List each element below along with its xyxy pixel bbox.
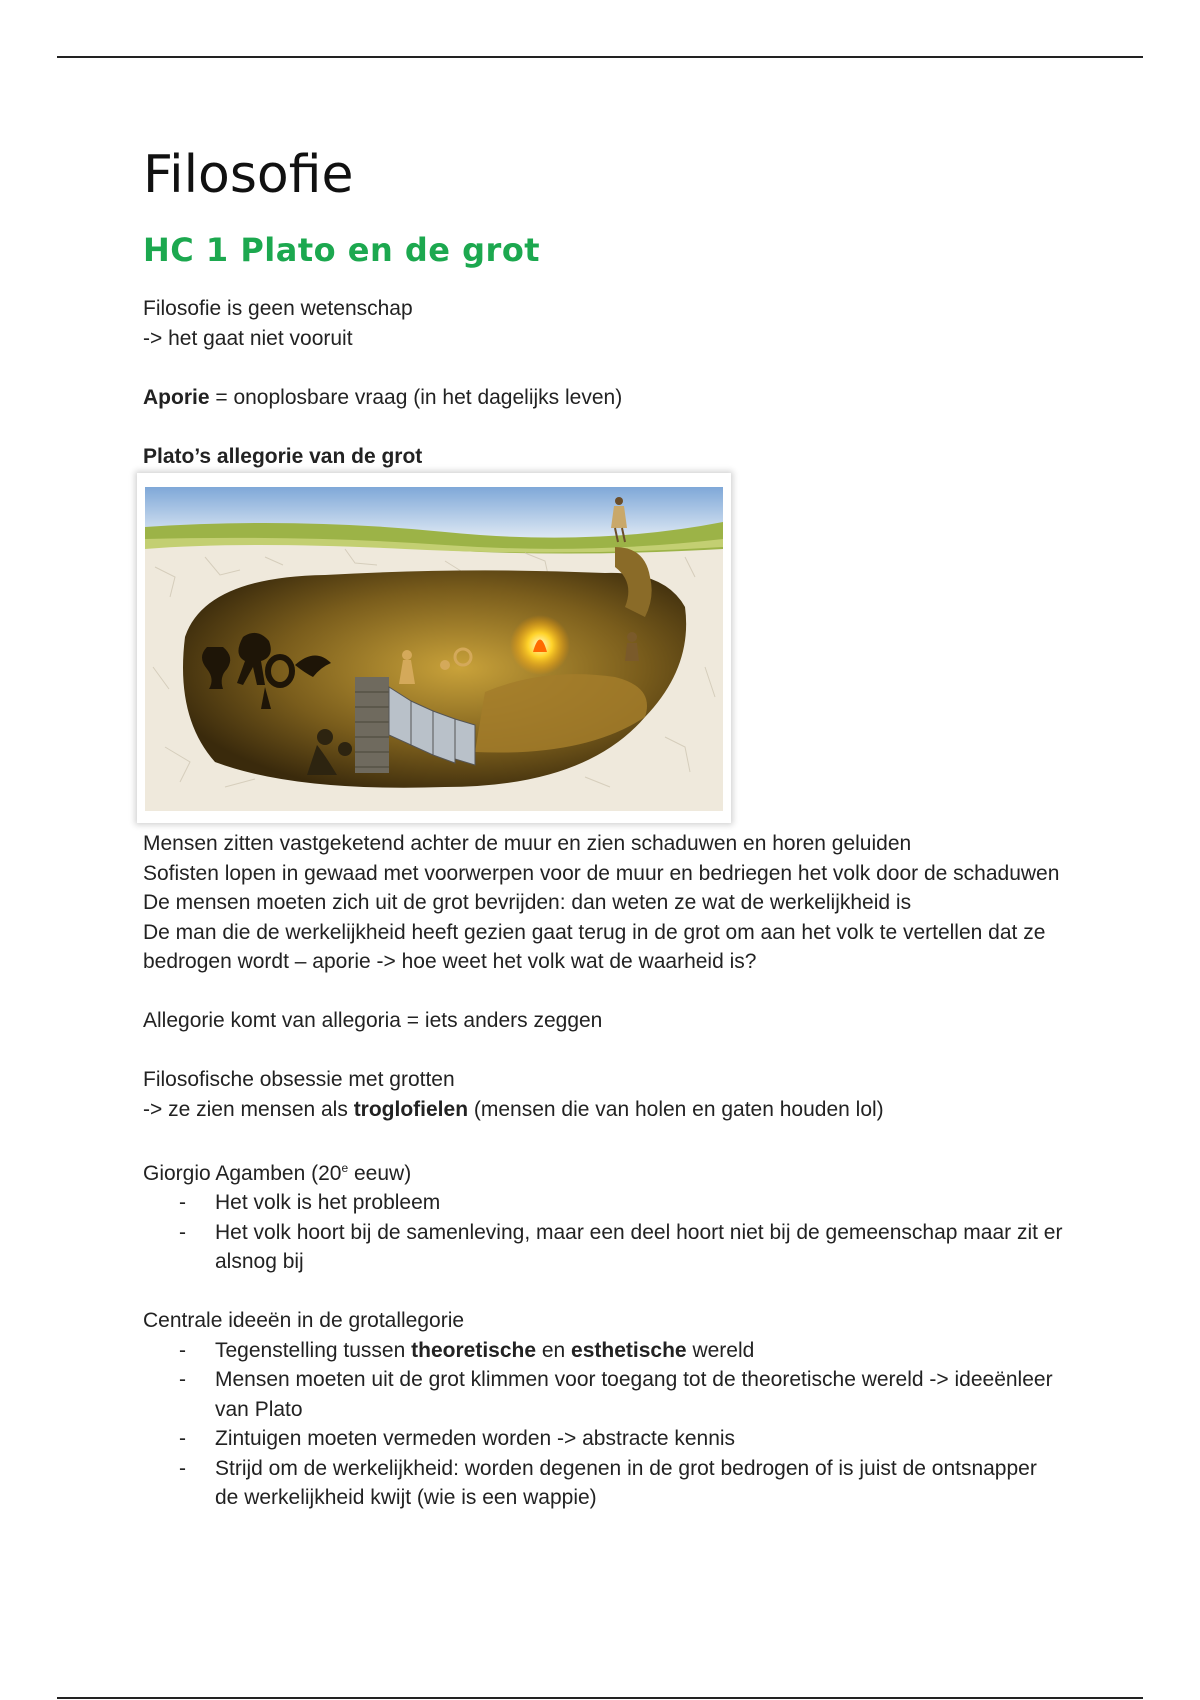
central-item1-prefix: Tegenstelling tussen [215, 1338, 412, 1362]
document-body [143, 140, 1063, 1513]
allegory-heading: Plato’s allegorie van de grot [143, 444, 423, 468]
agamben-heading-sup: e [341, 1160, 349, 1175]
troglofielen-term: troglofielen [353, 1097, 469, 1121]
agamben-heading-prefix: Giorgio Agamben (20 [143, 1161, 342, 1185]
cave-line-3: De mensen moeten zich uit de grot bevrijden: dan weten ze wat de werkelijkheid is [143, 891, 912, 914]
agamben-heading [143, 1154, 1063, 1189]
cave-line-4: De man die de werkelijkheid heeft gezien gaat terug in de grot om aan het volk te vertellen dat ze bedrogen wordt – aporie -> hoe weet het volk wat de waarheid is? [143, 920, 1046, 973]
intro-line-2: -> het gaat niet vooruit [143, 326, 353, 350]
intro-line-1: Filosofie is geen wetenschap [143, 297, 413, 320]
agamben-list [143, 1188, 1063, 1277]
list-item: - Mensen moeten uit de grot klimmen voor toegang tot de theoretische wereld -> ideeënleer van Plato [215, 1365, 1063, 1424]
theoretische-term: theoretische [411, 1338, 537, 1362]
section-heading: HC 1 Plato en de grot [143, 231, 541, 269]
list-item: - Het volk is het probleem [215, 1188, 1063, 1218]
agamben-heading-suffix: eeuw) [348, 1161, 412, 1185]
obsession-prefix: -> ze zien mensen als [143, 1097, 354, 1121]
cave-illustration [145, 487, 723, 811]
obsession-suffix: (mensen die van holen en gaten houden lol) [468, 1097, 884, 1121]
central-item1-suffix: wereld [686, 1338, 755, 1362]
central-heading: Centrale ideeën in de grotallegorie [143, 1309, 465, 1332]
cave-allegory-image [137, 473, 731, 823]
cave-line-1: Mensen zitten vastgeketend achter de muur en zien schaduwen en horen geluiden [143, 832, 912, 855]
bottom-rule [57, 1697, 1143, 1699]
list-item: - Strijd om de werkelijkheid: worden degenen in de grot bedrogen of is juist de ontsnapper de werkelijkheid kwijt (wie is een wappie) [215, 1454, 1063, 1513]
aporie-definition [143, 383, 1063, 413]
obsession-line-1: Filosofische obsessie met grotten [143, 1068, 455, 1091]
cave-line-2: Sofisten lopen in gewaad met voorwerpen voor de muur en bedriegen het volk door de schaduwen [143, 861, 1060, 885]
esthetische-term: esthetische [571, 1338, 687, 1362]
aporie-text: = onoplosbare vraag (in het dagelijks leven) [209, 385, 623, 409]
list-item: - Het volk hoort bij de samenleving, maar een deel hoort niet bij de gemeenschap maar zit er alsnog bij [215, 1218, 1063, 1277]
allegorie-line: Allegorie komt van allegoria = iets anders zeggen [143, 1009, 603, 1032]
notes [143, 294, 1063, 1513]
aporie-term: Aporie [143, 385, 210, 409]
list-item: - Zintuigen moeten vermeden worden -> abstracte kennis [215, 1424, 1063, 1454]
top-rule [57, 56, 1143, 58]
central-item1-mid: en [536, 1338, 572, 1362]
cave-description [143, 829, 1063, 977]
list-item [215, 1336, 1063, 1366]
page-title: Filosofie [143, 145, 354, 205]
central-list [143, 1336, 1063, 1513]
obsession-line-2 [143, 1095, 1063, 1125]
